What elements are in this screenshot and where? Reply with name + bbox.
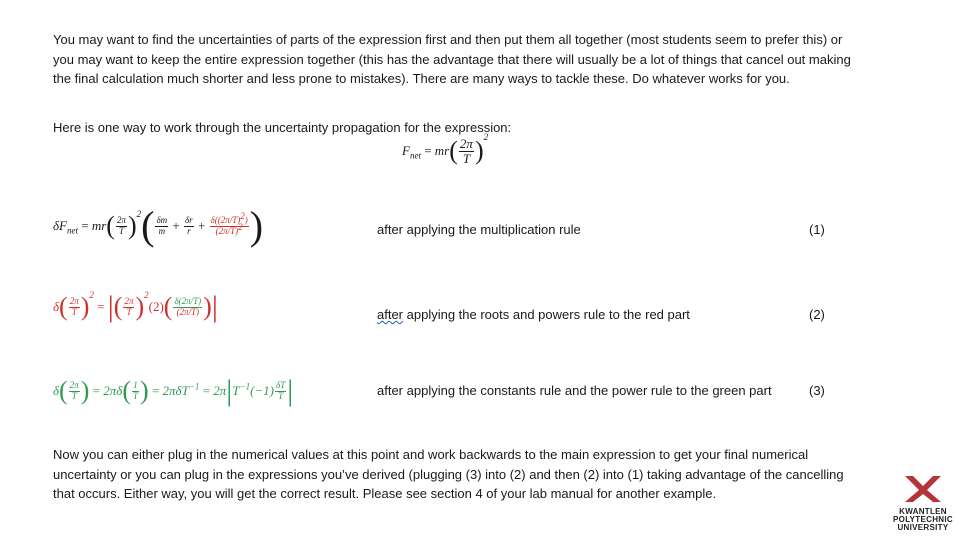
step-1-description: after applying the multiplication rule bbox=[377, 222, 581, 237]
logo-line-3: UNIVERSITY bbox=[897, 522, 949, 532]
intro-paragraph: You may want to find the uncertainties of parts of the expression first and then put them all together (most students seem to prefer this) or you may want to keep the entire expression together (this has the advantage that there will usually be a lot of things that cancel out making the final calculation much shorter and less prone to mistakes). There are many ways to tackle these. Do whatever works for you. bbox=[53, 32, 851, 86]
equation-3: δ ( $\frac{2\pi}{T}$ ) = 2πδ ( $\frac{1}{T}$ ) = 2πδT$^{-1}$ = 2π | $T^{-1}(-1)$ $\frac{\delta T}{T}$ | bbox=[53, 374, 294, 407]
logo-line-1: KWANTLEN bbox=[899, 506, 947, 516]
logo-line-2: POLYTECHNIC bbox=[893, 514, 953, 524]
step-2-number: (2) bbox=[809, 307, 825, 322]
step-2-flag: after bbox=[377, 307, 404, 322]
conclusion-paragraph: Now you can either plug in the numerical values at this point and work backwards to the main expression to get your final numerical uncertainty or you can plug in the expressions you’ve derived (plugging (3) into (2) and then (2) into (1) taking advantage of the cancelling that occurs. Either way, you will get the correct result. Please see section 4 of your lab manual for another example. bbox=[53, 447, 844, 501]
lead-in-text: Here is one way to work through the uncertainty propagation for the expression: bbox=[53, 120, 512, 135]
step-3-description: after applying the constants rule and the power rule to the green part bbox=[377, 383, 772, 398]
main-expression: $F_{net}$ = mr ( $\frac{2\pi}{T}$ ) $^2$ bbox=[402, 132, 489, 166]
step-2-description-rest: applying the roots and powers rule to the red part bbox=[403, 307, 690, 322]
step-3-number: (3) bbox=[809, 383, 825, 398]
equation-1: $\delta F_{net}$ = mr ( $\frac{2\pi}{T}$ ) $^2$ ( $\frac{\delta m}{m}$ + $\frac{\delta r}{r}$ + $\frac{\delta((2\pi/T)^2)}{(2\pi/T)^2}$ ) bbox=[53, 203, 264, 248]
kwantlen-logo bbox=[890, 476, 956, 532]
equation-2: δ ( $\frac{2\pi}{T}$ ) $^2$ = | ( $\frac{2\pi}{T}$ ) $^2$ (2) ( $\frac{\delta(2\pi/T)}{(2\pi/T)}$ ) | bbox=[53, 290, 218, 323]
step-2-description bbox=[377, 305, 690, 325]
kwantlen-k-icon bbox=[905, 476, 941, 502]
step-1-number: (1) bbox=[809, 222, 825, 237]
